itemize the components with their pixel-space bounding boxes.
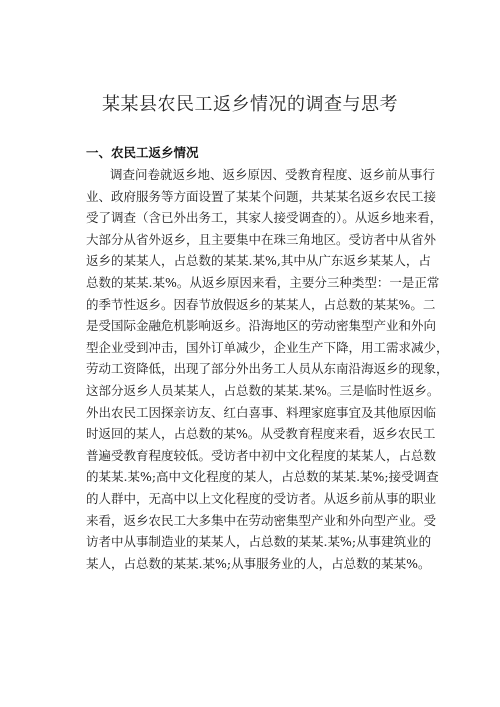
- paragraph-line: 返乡的某某人，占总数的某某.某%,其中从广东返乡某某人，占: [86, 253, 431, 269]
- paragraph-line: 普遍受教育程度较低。受访者中初中文化程度的某某人，占总数: [86, 447, 437, 463]
- body-paragraph: [86, 164, 448, 574]
- paragraph-line: 时返回的某人，占总数的某%。从受教育程度来看，返乡农民工: [86, 426, 436, 442]
- paragraph-line: 的某某.某%;高中文化程度的某人，占总数的某某.某%;接受调查: [86, 469, 439, 485]
- paragraph-line: 型企业受到冲击，国外订单减少，企业生产下降，用工需求减少，: [86, 339, 449, 355]
- paragraph-line: 某人，占总数的某某.某%;从事服务业的人，占总数的某某%。: [86, 555, 431, 571]
- paragraph-line: 大部分从省外返乡，且主要集中在珠三角地区。受访者中从省外: [86, 231, 437, 247]
- paragraph-line: 受了调查（含已外出务工，其家人接受调查的）。从返乡地来看，: [86, 210, 443, 226]
- paragraph-line: 访者中从事制造业的某某人，占总数的某某.某%;从事建筑业的: [86, 534, 432, 550]
- paragraph-line: 的人群中，无高中以上文化程度的受访者。从返乡前从事的职业: [86, 490, 437, 506]
- paragraph-line: 调查问卷就返乡地、返乡原因、受教育程度、返乡前从事行: [110, 167, 436, 182]
- paragraph-line: 来看，返乡农民工大多集中在劳动密集型产业和外向型产业。受: [86, 512, 437, 528]
- paragraph-line: 的季节性返乡。因春节放假返乡的某某人，占总数的某某%。二: [86, 296, 436, 312]
- paragraph-line: 是受国际金融危机影响返乡。沿海地区的劳动密集型产业和外向: [86, 318, 437, 334]
- paragraph-line: 业、政府服务等方面设置了某某个问题，共某某名返乡农民工接: [86, 188, 437, 204]
- document-title: 某某县农民工返乡情况的调查与思考: [102, 94, 398, 115]
- paragraph-line: 劳动工资降低，出现了部分外出务工人员从东南沿海返乡的现象，: [86, 361, 449, 377]
- section-heading: 一、农民工返乡情况: [86, 145, 199, 160]
- paragraph-line: 总数的某某.某%。从返乡原因来看，主要分三种类型：一是正常: [86, 274, 440, 290]
- paragraph-line: 外出农民工因探亲访友、红白喜事、料理家庭事宜及其他原因临: [86, 404, 437, 420]
- paragraph-line: 这部分返乡人员某某人，占总数的某某.某%。三是临时性返乡。: [86, 382, 440, 398]
